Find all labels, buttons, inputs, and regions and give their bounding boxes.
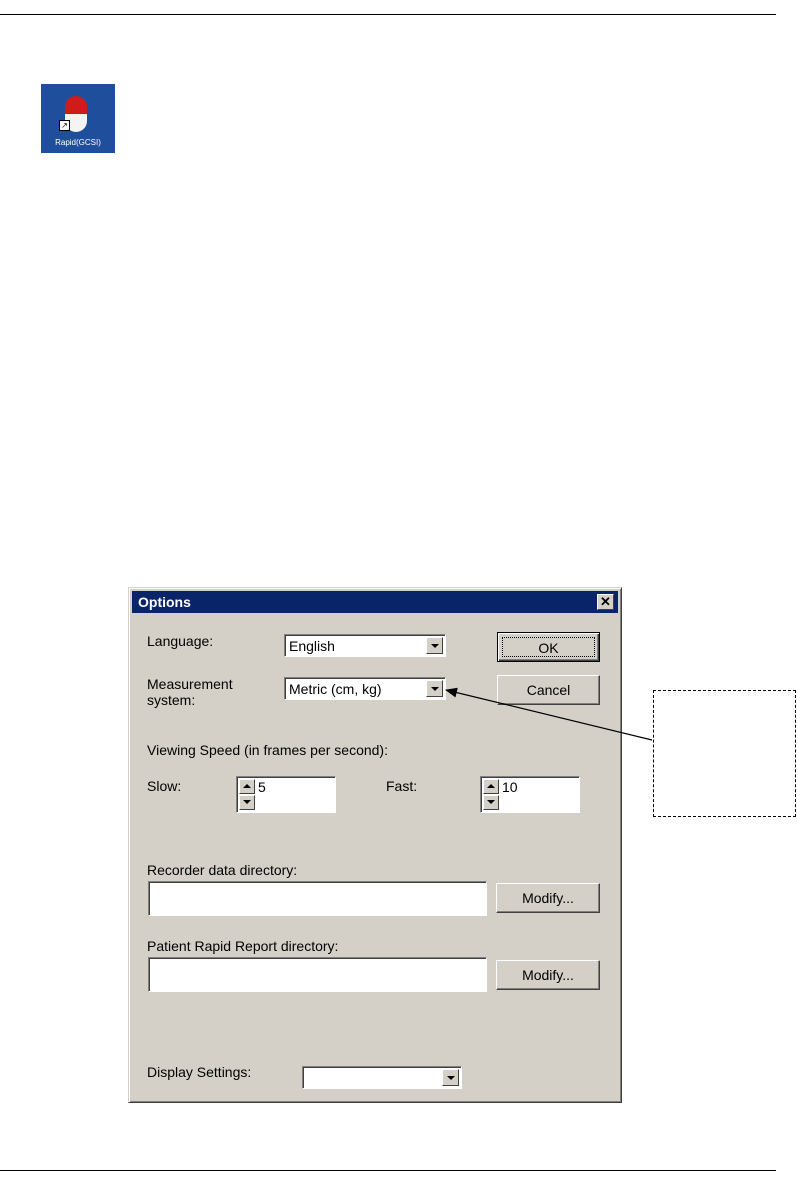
cancel-button[interactable]: Cancel <box>497 675 600 705</box>
shortcut-arrow-icon: ↗ <box>59 120 70 131</box>
app-icon-label: Rapid(GCSI) <box>55 138 101 147</box>
ok-button-label: OK <box>502 637 595 657</box>
recorder-dir-label: Recorder data directory: <box>147 862 298 878</box>
measurement-value: Metric (cm, kg) <box>289 681 382 697</box>
language-label: Language: <box>147 633 214 649</box>
dialog-title: Options <box>138 594 191 610</box>
language-value: English <box>289 638 335 654</box>
report-dir-label: Patient Rapid Report directory: <box>147 938 339 954</box>
display-settings-label: Display Settings: <box>147 1064 252 1080</box>
bottom-rule <box>0 1170 776 1171</box>
fast-speed-value: 10 <box>502 779 518 795</box>
modify-recorder-dir-button[interactable]: Modify... <box>496 883 600 913</box>
measurement-label-line1: Measurement <box>147 676 233 692</box>
close-icon: ✕ <box>600 594 611 609</box>
slow-label: Slow: <box>147 778 182 794</box>
measurement-label-line2: system: <box>147 692 196 708</box>
viewing-speed-heading: Viewing Speed (in frames per second): <box>147 742 388 758</box>
fast-label: Fast: <box>386 778 418 794</box>
modify-report-dir-button[interactable]: Modify... <box>496 960 600 990</box>
slow-speed-value: 5 <box>258 779 266 795</box>
